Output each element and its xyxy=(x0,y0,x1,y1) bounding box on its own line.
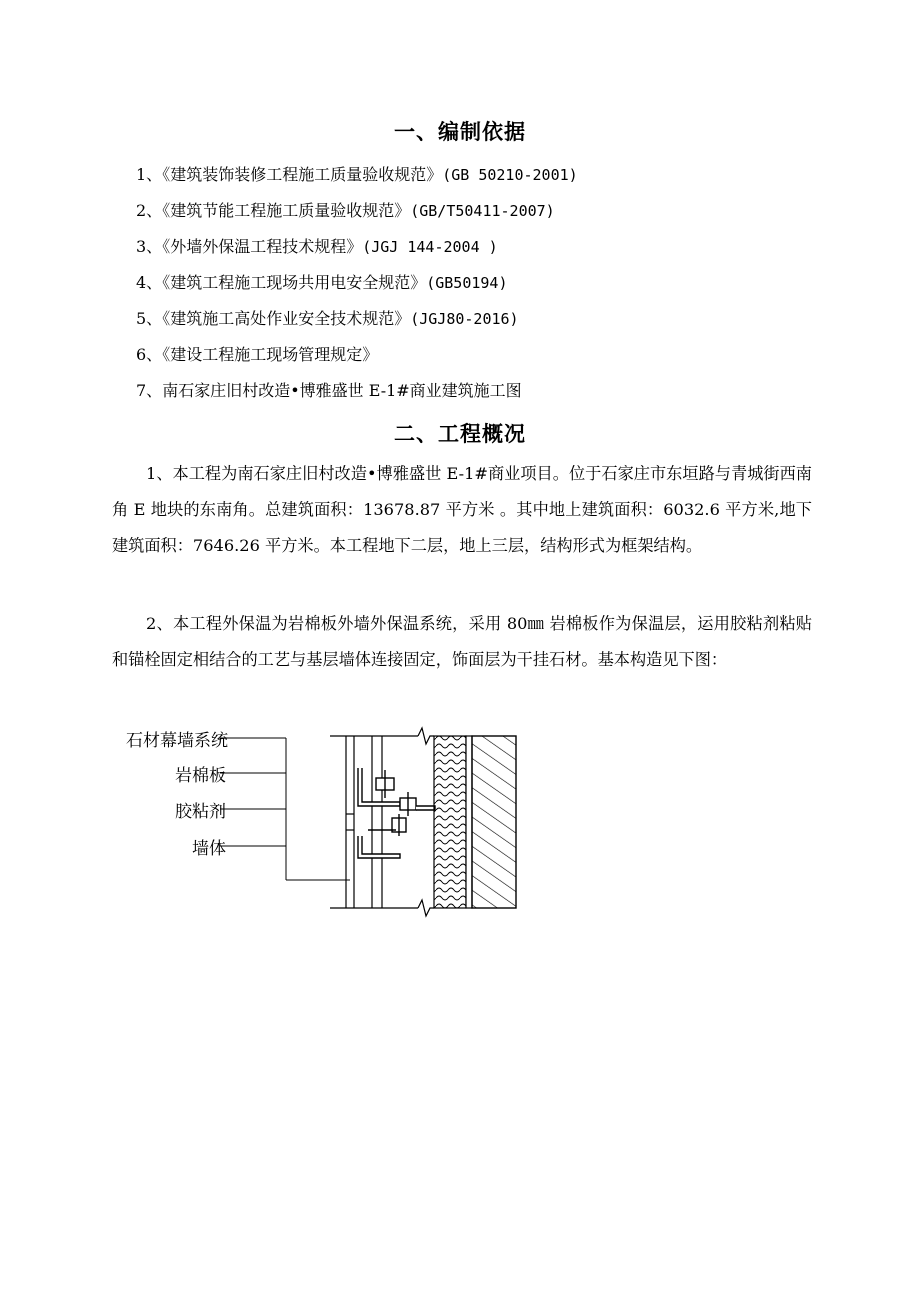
reference-title: 《建筑施工高处作业安全技术规范》 xyxy=(162,309,411,328)
reference-item-6 xyxy=(136,342,378,365)
overview-paragraph-1: 1、本工程为南石家庄旧村改造•博雅盛世 E-1#商业项目。位于石家庄市东垣路与青城街西南角 E 地块的东南角。总建筑面积：13678.87 平方米 。其中地上建筑面积：6032.6 平方米,地下建筑面积：7646.26 平方米。本工程地下二层，地上三层，结构形式为框架结构。 xyxy=(112,464,812,555)
reference-number: 2、 xyxy=(136,201,163,220)
anchor-brackets xyxy=(358,768,435,858)
section-2-title: 二、工程概况 xyxy=(394,422,526,446)
reference-title: 《外墙外保温工程技术规程》 xyxy=(162,237,363,256)
reference-code: (GB/T50411-2007) xyxy=(410,202,555,220)
rock-wool-layer xyxy=(434,736,466,908)
section-1-title: 一、编制依据 xyxy=(394,120,526,144)
adhesive-layer xyxy=(466,736,472,908)
reference-code: (GB50194) xyxy=(426,274,508,292)
reference-title: 《建筑节能工程施工质量验收规范》 xyxy=(162,201,411,220)
reference-item-5 xyxy=(136,306,519,329)
reference-code: (JGJ 144-2004 ) xyxy=(362,238,498,256)
reference-number: 4、 xyxy=(136,273,163,292)
reference-item-3 xyxy=(136,234,498,257)
reference-item-4 xyxy=(136,270,507,293)
reference-item-1 xyxy=(136,162,578,185)
reference-number: 3、 xyxy=(136,237,163,256)
base-wall xyxy=(472,736,516,908)
reference-item-7 xyxy=(136,378,522,401)
reference-title: 《建设工程施工现场管理规定》 xyxy=(162,345,379,364)
break-lines xyxy=(418,728,434,916)
reference-number: 1、 xyxy=(136,165,163,184)
reference-number: 7、 xyxy=(136,381,163,400)
label-wall: 墙体 xyxy=(192,839,226,859)
reference-title: 南石家庄旧村改造•博雅盛世 E-1#商业建筑施工图 xyxy=(162,381,522,400)
reference-title: 《建筑工程施工现场共用电安全规范》 xyxy=(162,273,427,292)
overview-paragraph-2: 2、本工程外保温为岩棉板外墙外保温系统，采用 80㎜ 岩棉板作为保温层，运用胶粘剂粘贴和锚栓固定相结合的工艺与基层墙体连接固定，饰面层为干挂石材。基本构造见下图： xyxy=(112,614,812,669)
label-adhesive: 胶粘剂 xyxy=(175,802,226,822)
wall-construction-diagram xyxy=(100,718,530,918)
reference-code: (GB 50210-2001) xyxy=(442,166,578,184)
leader-lines xyxy=(220,738,350,880)
reference-number: 5、 xyxy=(136,309,163,328)
reference-item-2 xyxy=(136,198,555,221)
reference-code: (JGJ80-2016) xyxy=(410,310,519,328)
reference-title: 《建筑装饰装修工程施工质量验收规范》 xyxy=(162,165,443,184)
reference-number: 6、 xyxy=(136,345,163,364)
label-stone-curtain-wall: 石材幕墙系统 xyxy=(126,731,228,751)
label-rock-wool-board: 岩棉板 xyxy=(175,766,226,786)
